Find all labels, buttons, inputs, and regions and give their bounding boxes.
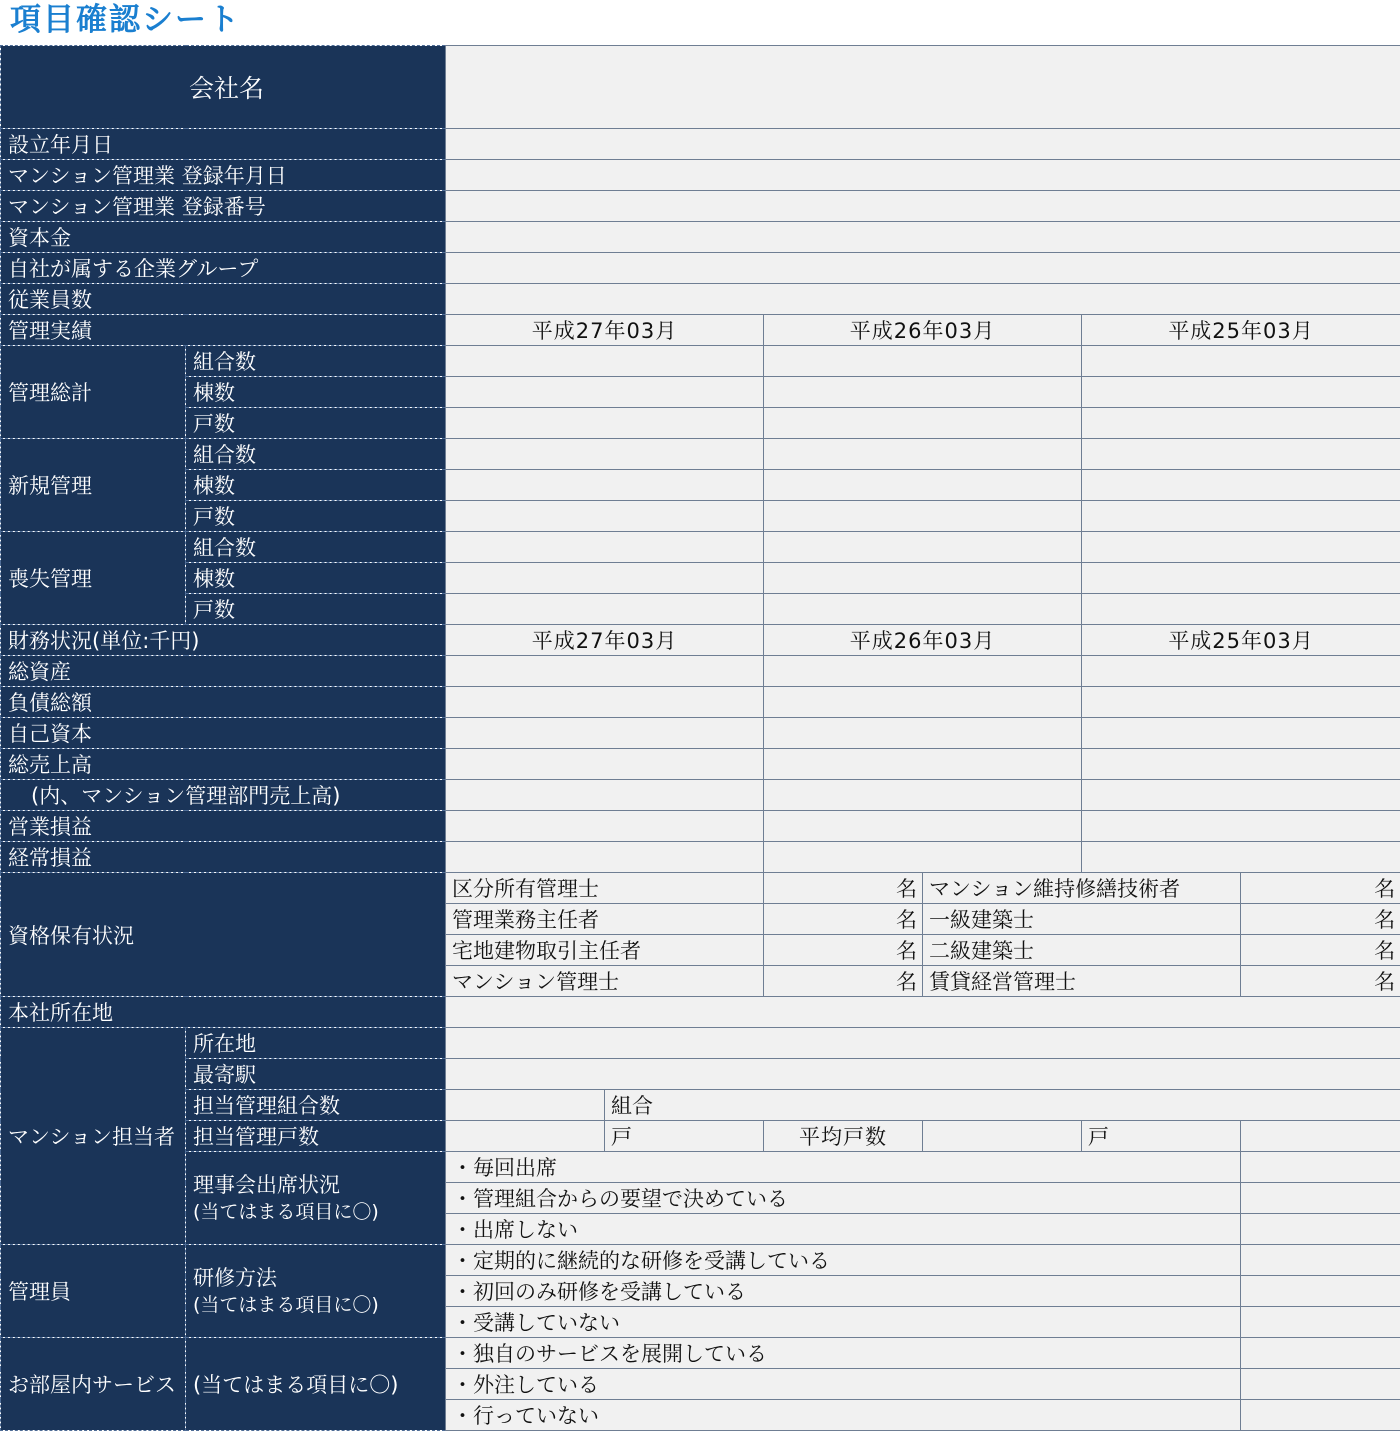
finance-value-input[interactable] bbox=[1082, 718, 1400, 749]
management-value-input[interactable] bbox=[764, 563, 1082, 594]
finance-row-label: 負債総額 bbox=[1, 687, 446, 718]
finance-value-input[interactable] bbox=[1082, 656, 1400, 687]
staff-location-input[interactable] bbox=[446, 1028, 1400, 1059]
finance-value-input[interactable] bbox=[764, 811, 1082, 842]
finance-value-input[interactable] bbox=[1082, 780, 1400, 811]
finance-row-label: 自己資本 bbox=[1, 718, 446, 749]
management-value-input[interactable] bbox=[446, 377, 764, 408]
headquarters-value-input[interactable] bbox=[446, 997, 1400, 1028]
basic-value-input[interactable] bbox=[446, 129, 1400, 160]
management-item-label: 戸数 bbox=[186, 594, 446, 625]
management-item-label: 組合数 bbox=[186, 532, 446, 563]
management-value-input[interactable] bbox=[1082, 346, 1400, 377]
basic-label: 従業員数 bbox=[1, 284, 446, 315]
training-option: ・初回のみ研修を受講している bbox=[446, 1276, 1241, 1307]
finance-value-input[interactable] bbox=[446, 811, 764, 842]
basic-label: マンション管理業 登録番号 bbox=[1, 191, 446, 222]
management-value-input[interactable] bbox=[446, 532, 764, 563]
board-option-check[interactable] bbox=[1241, 1214, 1400, 1245]
management-value-input[interactable] bbox=[446, 408, 764, 439]
finance-value-input[interactable] bbox=[446, 780, 764, 811]
blank-cell bbox=[1241, 1121, 1400, 1152]
period-header: 平成25年03月 bbox=[1082, 315, 1400, 346]
training-option-check[interactable] bbox=[1241, 1307, 1400, 1338]
period-header: 平成25年03月 bbox=[1082, 625, 1400, 656]
basic-label: マンション管理業 登録年月日 bbox=[1, 160, 446, 191]
qualification-count-unit[interactable]: 名 bbox=[764, 966, 923, 997]
period-header: 平成27年03月 bbox=[446, 315, 764, 346]
training-method-title: 研修方法 bbox=[193, 1265, 277, 1290]
company-value-input[interactable] bbox=[446, 46, 1400, 129]
management-value-input[interactable] bbox=[764, 594, 1082, 625]
management-value-input[interactable] bbox=[1082, 408, 1400, 439]
qualification-count-unit[interactable]: 名 bbox=[764, 904, 923, 935]
basic-label: 資本金 bbox=[1, 222, 446, 253]
finance-value-input[interactable] bbox=[446, 687, 764, 718]
qualification-name: マンション維持修繕技術者 bbox=[923, 873, 1241, 904]
qualification-name: 宅地建物取引主任者 bbox=[446, 935, 764, 966]
qualification-name: 区分所有管理士 bbox=[446, 873, 764, 904]
finance-value-input[interactable] bbox=[764, 656, 1082, 687]
finance-value-input[interactable] bbox=[764, 718, 1082, 749]
management-group-label: 喪失管理 bbox=[1, 532, 186, 625]
board-option-check[interactable] bbox=[1241, 1183, 1400, 1214]
room-service-label: お部屋内サービス bbox=[1, 1338, 186, 1431]
finance-value-input[interactable] bbox=[764, 842, 1082, 873]
basic-value-input[interactable] bbox=[446, 253, 1400, 284]
finance-label: 財務状況(単位:千円) bbox=[1, 625, 446, 656]
management-value-input[interactable] bbox=[1082, 501, 1400, 532]
board-option: ・出席しない bbox=[446, 1214, 1241, 1245]
management-item-label: 組合数 bbox=[186, 439, 446, 470]
unions-count-input[interactable] bbox=[446, 1090, 605, 1121]
basic-value-input[interactable] bbox=[446, 160, 1400, 191]
basic-label: 設立年月日 bbox=[1, 129, 446, 160]
management-value-input[interactable] bbox=[1082, 532, 1400, 563]
management-item-label: 棟数 bbox=[186, 563, 446, 594]
management-value-input[interactable] bbox=[446, 470, 764, 501]
page-title: 項目確認シート bbox=[10, 2, 241, 38]
finance-value-input[interactable] bbox=[446, 656, 764, 687]
qualification-count-unit[interactable]: 名 bbox=[1241, 935, 1400, 966]
average-units-unit: 戸 bbox=[1082, 1121, 1241, 1152]
management-label: 管理実績 bbox=[1, 315, 446, 346]
training-option: ・受講していない bbox=[446, 1307, 1241, 1338]
management-value-input[interactable] bbox=[764, 439, 1082, 470]
staff-units-label: 担当管理戸数 bbox=[186, 1121, 446, 1152]
board-option: ・管理組合からの要望で決めている bbox=[446, 1183, 1241, 1214]
management-item-label: 戸数 bbox=[186, 408, 446, 439]
management-value-input[interactable] bbox=[1082, 470, 1400, 501]
finance-value-input[interactable] bbox=[1082, 842, 1400, 873]
period-header: 平成26年03月 bbox=[764, 315, 1082, 346]
finance-row-label: 経常損益 bbox=[1, 842, 446, 873]
qualification-count-unit[interactable]: 名 bbox=[1241, 966, 1400, 997]
finance-row-label: 総売上高 bbox=[1, 749, 446, 780]
staff-station-input[interactable] bbox=[446, 1059, 1400, 1090]
staff-unions-label: 担当管理組合数 bbox=[186, 1090, 446, 1121]
room-service-option-check[interactable] bbox=[1241, 1400, 1400, 1431]
board-option: ・毎回出席 bbox=[446, 1152, 1241, 1183]
finance-value-input[interactable] bbox=[1082, 811, 1400, 842]
staff-location-label: 所在地 bbox=[186, 1028, 446, 1059]
qualification-count-unit[interactable]: 名 bbox=[1241, 873, 1400, 904]
finance-value-input[interactable] bbox=[764, 687, 1082, 718]
finance-value-input[interactable] bbox=[446, 718, 764, 749]
average-units-label: 平均戸数 bbox=[764, 1121, 923, 1152]
training-option: ・定期的に継続的な研修を受講している bbox=[446, 1245, 1241, 1276]
units-count-input[interactable] bbox=[446, 1121, 605, 1152]
basic-label: 自社が属する企業グループ bbox=[1, 253, 446, 284]
board-attendance-label bbox=[186, 1152, 446, 1245]
management-value-input[interactable] bbox=[446, 439, 764, 470]
period-header: 平成26年03月 bbox=[764, 625, 1082, 656]
finance-value-input[interactable] bbox=[446, 842, 764, 873]
room-service-option: ・行っていない bbox=[446, 1400, 1241, 1431]
management-value-input[interactable] bbox=[764, 470, 1082, 501]
qualification-count-unit[interactable]: 名 bbox=[764, 935, 923, 966]
unions-unit: 組合 bbox=[605, 1090, 1400, 1121]
finance-row-label: (内、マンション管理部門売上高) bbox=[1, 780, 446, 811]
confirmation-sheet bbox=[0, 45, 1400, 1431]
management-value-input[interactable] bbox=[446, 563, 764, 594]
finance-value-input[interactable] bbox=[764, 780, 1082, 811]
management-value-input[interactable] bbox=[1082, 377, 1400, 408]
qualification-name: 一級建築士 bbox=[923, 904, 1241, 935]
management-value-input[interactable] bbox=[446, 346, 764, 377]
management-item-label: 組合数 bbox=[186, 346, 446, 377]
staff-label: マンション担当者 bbox=[1, 1028, 186, 1245]
qualification-count-unit[interactable]: 名 bbox=[1241, 904, 1400, 935]
management-value-input[interactable] bbox=[764, 408, 1082, 439]
qualification-name: マンション管理士 bbox=[446, 966, 764, 997]
room-service-note: (当てはまる項目に〇) bbox=[186, 1338, 446, 1431]
qualification-name: 賃貸経営管理士 bbox=[923, 966, 1241, 997]
basic-value-input[interactable] bbox=[446, 191, 1400, 222]
room-service-option: ・独自のサービスを展開している bbox=[446, 1338, 1241, 1369]
management-group-label: 管理総計 bbox=[1, 346, 186, 439]
management-value-input[interactable] bbox=[764, 532, 1082, 563]
room-service-option: ・外注している bbox=[446, 1369, 1241, 1400]
management-value-input[interactable] bbox=[764, 501, 1082, 532]
management-value-input[interactable] bbox=[764, 346, 1082, 377]
finance-value-input[interactable] bbox=[1082, 687, 1400, 718]
management-value-input[interactable] bbox=[764, 377, 1082, 408]
board-attendance-title: 理事会出席状況 bbox=[193, 1172, 340, 1197]
management-value-input[interactable] bbox=[1082, 439, 1400, 470]
management-item-label: 棟数 bbox=[186, 470, 446, 501]
manager-label: 管理員 bbox=[1, 1245, 186, 1338]
basic-value-input[interactable] bbox=[446, 222, 1400, 253]
units-unit: 戸 bbox=[605, 1121, 764, 1152]
management-item-label: 戸数 bbox=[186, 501, 446, 532]
management-group-label: 新規管理 bbox=[1, 439, 186, 532]
staff-station-label: 最寄駅 bbox=[186, 1059, 446, 1090]
room-service-option-check[interactable] bbox=[1241, 1338, 1400, 1369]
management-value-input[interactable] bbox=[446, 501, 764, 532]
management-value-input[interactable] bbox=[446, 594, 764, 625]
management-item-label: 棟数 bbox=[186, 377, 446, 408]
headquarters-label: 本社所在地 bbox=[1, 997, 446, 1028]
finance-row-label: 総資産 bbox=[1, 656, 446, 687]
training-method-note: (当てはまる項目に〇) bbox=[193, 1293, 379, 1316]
finance-row-label: 営業損益 bbox=[1, 811, 446, 842]
company-label: 会社名 bbox=[1, 46, 446, 129]
qualification-name: 管理業務主任者 bbox=[446, 904, 764, 935]
training-option-check[interactable] bbox=[1241, 1276, 1400, 1307]
qualification-name: 二級建築士 bbox=[923, 935, 1241, 966]
finance-value-input[interactable] bbox=[446, 749, 764, 780]
management-value-input[interactable] bbox=[1082, 594, 1400, 625]
training-method-label bbox=[186, 1245, 446, 1338]
management-value-input[interactable] bbox=[1082, 563, 1400, 594]
training-option-check[interactable] bbox=[1241, 1245, 1400, 1276]
board-attendance-note: (当てはまる項目に〇) bbox=[193, 1200, 379, 1223]
qualification-count-unit[interactable]: 名 bbox=[764, 873, 923, 904]
basic-value-input[interactable] bbox=[446, 284, 1400, 315]
board-option-check[interactable] bbox=[1241, 1152, 1400, 1183]
finance-value-input[interactable] bbox=[764, 749, 1082, 780]
finance-value-input[interactable] bbox=[1082, 749, 1400, 780]
average-units-input[interactable] bbox=[923, 1121, 1082, 1152]
qualifications-label: 資格保有状況 bbox=[1, 873, 446, 997]
period-header: 平成27年03月 bbox=[446, 625, 764, 656]
